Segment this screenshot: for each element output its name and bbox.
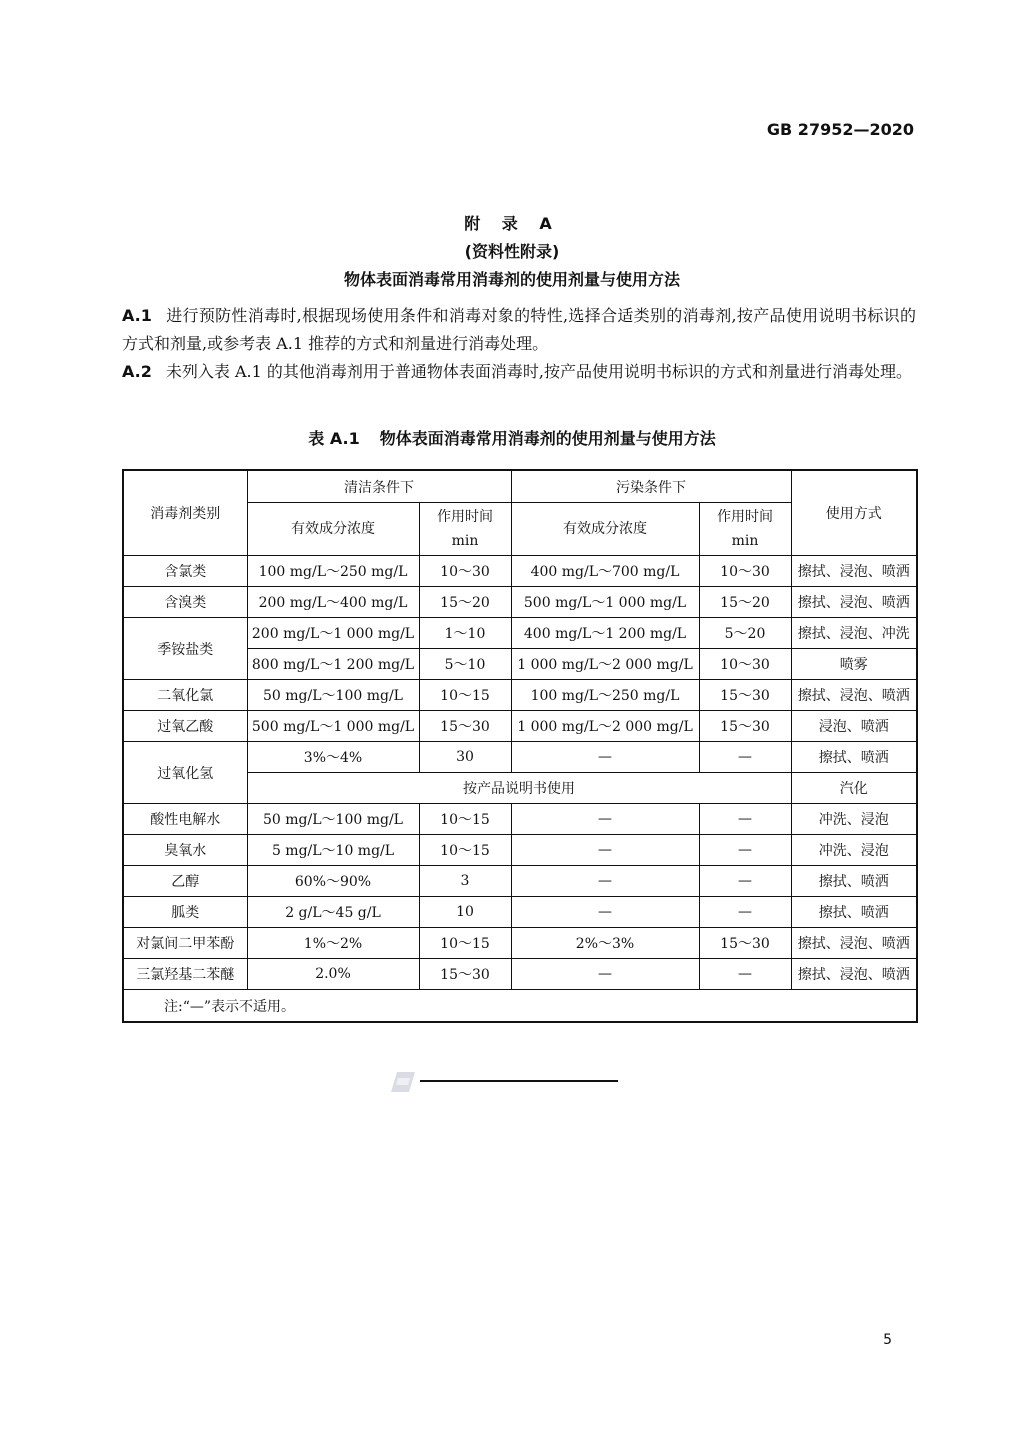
cell-dirty-concentration: 500 mg/L～1 000 mg/L xyxy=(511,587,699,618)
cell-type: 含溴类 xyxy=(123,587,247,618)
cell-clean-concentration: 2.0% xyxy=(247,959,419,990)
cell-method: 擦拭、浸泡、喷洒 xyxy=(791,556,917,587)
cell-dirty-concentration: 1 000 mg/L～2 000 mg/L xyxy=(511,711,699,742)
cell-clean-concentration: 60%～90% xyxy=(247,866,419,897)
cell-dirty-time: — xyxy=(699,866,791,897)
table-row xyxy=(123,897,917,928)
cell-dirty-time: 15～30 xyxy=(699,680,791,711)
cell-type: 二氧化氯 xyxy=(123,680,247,711)
cell-clean-concentration: 800 mg/L～1 200 mg/L xyxy=(247,649,419,680)
header-time-label: 作用时间 xyxy=(437,509,493,525)
header-method: 使用方式 xyxy=(791,470,917,556)
cell-dirty-concentration: 100 mg/L～250 mg/L xyxy=(511,680,699,711)
table-row xyxy=(123,618,917,649)
cell-dirty-concentration: — xyxy=(511,897,699,928)
cell-clean-time: 15～30 xyxy=(419,959,511,990)
table-row xyxy=(123,928,917,959)
standard-code: GB 27952—2020 xyxy=(766,120,914,139)
cell-clean-time: 10～30 xyxy=(419,556,511,587)
cell-method: 擦拭、浸泡、喷洒 xyxy=(791,587,917,618)
cell-clean-concentration: 50 mg/L～100 mg/L xyxy=(247,680,419,711)
cell-method: 冲洗、浸泡 xyxy=(791,835,917,866)
cell-clean-time: 30 xyxy=(419,742,511,773)
annex-subtitle: (资料性附录) xyxy=(464,242,560,261)
cell-method: 浸泡、喷洒 xyxy=(791,711,917,742)
cell-method: 擦拭、浸泡、喷洒 xyxy=(791,928,917,959)
cell-clean-concentration: 3%～4% xyxy=(247,742,419,773)
cell-clean-time: 10～15 xyxy=(419,835,511,866)
cell-dirty-concentration: 1 000 mg/L～2 000 mg/L xyxy=(511,649,699,680)
cell-method: 冲洗、浸泡 xyxy=(791,804,917,835)
table-row xyxy=(123,959,917,990)
cell-dirty-time: — xyxy=(699,959,791,990)
cell-dirty-concentration: — xyxy=(511,804,699,835)
cell-dirty-concentration: 2%～3% xyxy=(511,928,699,959)
cell-dirty-time: 15～20 xyxy=(699,587,791,618)
header-clean-conditions: 清洁条件下 xyxy=(247,470,511,503)
cell-dirty-time: 10～30 xyxy=(699,556,791,587)
table-header-row xyxy=(123,470,917,503)
cell-dirty-time: 15～30 xyxy=(699,928,791,959)
annex-heading: 物体表面消毒常用消毒剂的使用剂量与使用方法 xyxy=(343,270,680,289)
cell-method: 擦拭、喷洒 xyxy=(791,742,917,773)
cell-dirty-time: — xyxy=(699,897,791,928)
cell-type: 三氯羟基二苯醚 xyxy=(123,959,247,990)
cell-method: 擦拭、喷洒 xyxy=(791,866,917,897)
cell-merged-usage: 按产品说明书使用 xyxy=(247,773,791,804)
header-dirty-conditions: 污染条件下 xyxy=(511,470,791,503)
cell-clean-time: 1～10 xyxy=(419,618,511,649)
table-row xyxy=(123,804,917,835)
annex-paragraphs xyxy=(122,302,916,386)
cell-method: 擦拭、浸泡、冲洗 xyxy=(791,618,917,649)
cell-clean-time: 15～20 xyxy=(419,587,511,618)
cell-type: 对氯间二甲苯酚 xyxy=(123,928,247,959)
paragraph-number: A.2 xyxy=(122,362,152,381)
header-type: 消毒剂类别 xyxy=(123,470,247,556)
cell-type: 过氧乙酸 xyxy=(123,711,247,742)
end-rule xyxy=(420,1080,618,1082)
table-caption-text: 物体表面消毒常用消毒剂的使用剂量与使用方法 xyxy=(379,429,716,448)
cell-clean-concentration: 100 mg/L～250 mg/L xyxy=(247,556,419,587)
cell-type: 季铵盐类 xyxy=(123,618,247,680)
cell-clean-time: 5～10 xyxy=(419,649,511,680)
paragraph-number: A.1 xyxy=(122,306,152,325)
cell-type: 含氯类 xyxy=(123,556,247,587)
cell-clean-concentration: 1%～2% xyxy=(247,928,419,959)
table-note-row xyxy=(123,990,917,1023)
cell-dirty-time: 10～30 xyxy=(699,649,791,680)
paragraph-a1 xyxy=(122,302,916,358)
table-row xyxy=(123,711,917,742)
table-row xyxy=(123,866,917,897)
cell-method: 擦拭、浸泡、喷洒 xyxy=(791,680,917,711)
cell-dirty-time: — xyxy=(699,742,791,773)
annex-title: 附 录 A xyxy=(464,214,560,233)
cell-clean-time: 10 xyxy=(419,897,511,928)
table-row xyxy=(123,835,917,866)
cell-dirty-concentration: — xyxy=(511,835,699,866)
table-note: 注:“—”表示不适用。 xyxy=(123,990,917,1023)
paragraph-text: 未列入表 A.1 的其他消毒剂用于普通物体表面消毒时,按产品使用说明书标识的方式和剂量进行消毒处理。 xyxy=(165,362,912,381)
header-clean-time xyxy=(419,503,511,556)
cell-method: 汽化 xyxy=(791,773,917,804)
cell-dirty-concentration: — xyxy=(511,866,699,897)
cell-clean-concentration: 500 mg/L～1 000 mg/L xyxy=(247,711,419,742)
page-number: 5 xyxy=(883,1332,892,1348)
publisher-logo-icon xyxy=(388,1068,418,1096)
header-dirty-time xyxy=(699,503,791,556)
cell-clean-concentration: 5 mg/L～10 mg/L xyxy=(247,835,419,866)
cell-clean-time: 10～15 xyxy=(419,928,511,959)
cell-dirty-time: — xyxy=(699,835,791,866)
cell-type: 胍类 xyxy=(123,897,247,928)
cell-clean-concentration: 50 mg/L～100 mg/L xyxy=(247,804,419,835)
header-time-unit: min xyxy=(451,533,479,549)
annex-heading-block xyxy=(0,210,1024,294)
cell-type: 臭氧水 xyxy=(123,835,247,866)
cell-type: 过氧化氢 xyxy=(123,742,247,804)
paragraph-text: 进行预防性消毒时,根据现场使用条件和消毒对象的特性,选择合适类别的消毒剂,按产品使用说明书标识的方式和剂量,或参考表 A.1 推荐的方式和剂量进行消毒处理。 xyxy=(122,306,916,353)
cell-clean-time: 10～15 xyxy=(419,804,511,835)
cell-dirty-concentration: — xyxy=(511,959,699,990)
cell-method: 擦拭、喷洒 xyxy=(791,897,917,928)
cell-dirty-time: — xyxy=(699,804,791,835)
cell-dirty-time: 15～30 xyxy=(699,711,791,742)
cell-clean-concentration: 200 mg/L～400 mg/L xyxy=(247,587,419,618)
cell-type: 乙醇 xyxy=(123,866,247,897)
cell-clean-time: 3 xyxy=(419,866,511,897)
cell-dirty-concentration: — xyxy=(511,742,699,773)
paragraph-a2 xyxy=(122,358,916,386)
table-caption-number: 表 A.1 xyxy=(308,429,360,448)
cell-dirty-concentration: 400 mg/L～700 mg/L xyxy=(511,556,699,587)
cell-type: 酸性电解水 xyxy=(123,804,247,835)
table-row xyxy=(123,680,917,711)
header-clean-concentration: 有效成分浓度 xyxy=(247,503,419,556)
cell-method: 喷雾 xyxy=(791,649,917,680)
cell-dirty-concentration: 400 mg/L～1 200 mg/L xyxy=(511,618,699,649)
header-time-label: 作用时间 xyxy=(717,509,773,525)
table-caption xyxy=(0,426,1024,449)
cell-clean-concentration: 2 g/L～45 g/L xyxy=(247,897,419,928)
cell-clean-time: 15～30 xyxy=(419,711,511,742)
cell-dirty-time: 5～20 xyxy=(699,618,791,649)
cell-method: 擦拭、浸泡、喷洒 xyxy=(791,959,917,990)
header-dirty-concentration: 有效成分浓度 xyxy=(511,503,699,556)
table-row xyxy=(123,556,917,587)
disinfectant-table xyxy=(122,469,918,1023)
cell-clean-time: 10～15 xyxy=(419,680,511,711)
table-row xyxy=(123,742,917,773)
cell-clean-concentration: 200 mg/L～1 000 mg/L xyxy=(247,618,419,649)
header-time-unit: min xyxy=(731,533,759,549)
table-row xyxy=(123,587,917,618)
